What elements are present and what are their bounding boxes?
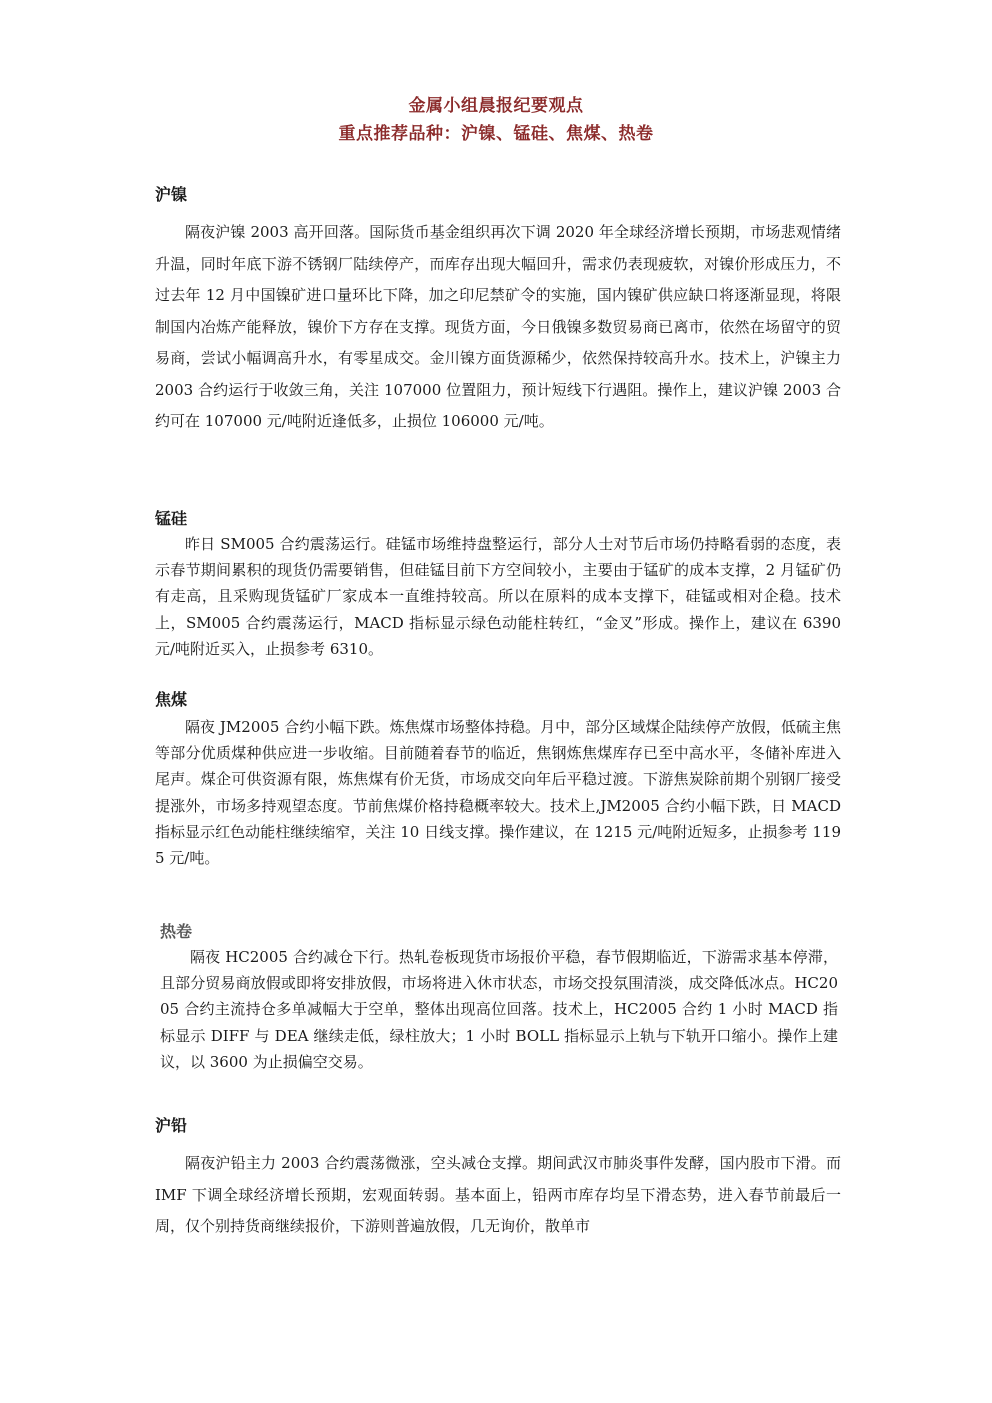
document-title: 金属小组晨报纪要观点: [408, 96, 584, 116]
document-subtitle: 重点推荐品种：沪镍、锰硅、焦煤、热卷: [338, 124, 654, 144]
section-heading: 焦煤: [155, 690, 188, 709]
section-silicomanganese: [155, 507, 841, 662]
section-body: 隔夜沪铅主力 2003 合约震荡微涨，空头减仓支撑。期间武汉市肺炎事件发酵，国内股市下滑。而 IMF 下调全球经济增长预期，宏观面转弱。基本面上，铅两市库存均呈下滑态势，进入春节前最后一周，仅个别持货商继续报价，下游则普遍放假，几无询价，散单市: [155, 1154, 841, 1235]
section-coking-coal: [155, 688, 841, 871]
section-body: 隔夜 HC2005 合约减仓下行。热轧卷板现货市场报价平稳，春节假期临近，下游需求基本停滞，且部分贸易商放假或即将安排放假，市场将进入休市状态，市场交投氛围清淡，成交降低冰点。HC2005 合约主流持仓多单减幅大于空单，整体出现高位回落。技术上，HC2005 合约 1 小时 MACD 指标显示 DIFF 与 DEA 继续走低，绿柱放大；1 小时 BOLL 指标显示上轨与下轨开口缩小。操作上建议，以 3600 为止损偏空交易。: [160, 948, 838, 1071]
title-block: [0, 92, 992, 148]
section-body: 昨日 SM005 合约震荡运行。硅锰市场维持盘整运行，部分人士对节后市场仍持略看弱的态度，表示春节期间累积的现货仍需要销售，但硅锰目前下方空间较小，主要由于锰矿的成本支撑，2 月锰矿仍有走高，且采购现货锰矿厂家成本一直维持较高。所以在原料的成本支撑下，硅锰或相对企稳。技术上，SM005 合约震荡运行，MACD 指标显示绿色动能柱转红，“金叉”形成。操作上，建议在 6390 元/吨附近买入，止损参考 6310。: [155, 535, 841, 658]
section-hot-rolled-coil: [160, 920, 838, 1075]
section-body: 隔夜沪镍 2003 高开回落。国际货币基金组织再次下调 2020 年全球经济增长预期，市场悲观情绪升温，同时年底下游不锈钢厂陆续停产，而库存出现大幅回升，需求仍表现疲软，对镍价形成压力，不过去年 12 月中国镍矿进口量环比下降，加之印尼禁矿令的实施，国内镍矿供应缺口将逐渐显现，将限制国内冶炼产能释放，镍价下方存在支撑。现货方面，今日俄镍多数贸易商已离市，依然在场留守的贸易商，尝试小幅调高升水，有零星成交。金川镍方面货源稀少，依然保持较高升水。技术上，沪镍主力 2003 合约运行于收敛三角，关注 107000 位置阻力，预计短线下行遇阻。操作上，建议沪镍 2003 合约可在 107000 元/吨附近逢低多，止损位 106000 元/吨。: [155, 223, 841, 430]
section-nickel: [155, 183, 841, 438]
section-lead: [155, 1114, 841, 1243]
section-heading: 锰硅: [155, 509, 188, 528]
section-heading: 沪镍: [155, 185, 188, 204]
section-heading: 沪铅: [155, 1116, 188, 1135]
section-body: 隔夜 JM2005 合约小幅下跌。炼焦煤市场整体持稳。月中，部分区域煤企陆续停产放假，低硫主焦等部分优质煤种供应进一步收缩。目前随着春节的临近，焦钢炼焦煤库存已至中高水平，冬储补库进入尾声。煤企可供资源有限，炼焦煤有价无货，市场成交向年后平稳过渡。下游焦炭除前期个别钢厂接受提涨外，市场多持观望态度。节前焦煤价格持稳概率较大。技术上,JM2005 合约小幅下跌，日 MACD 指标显示红色动能柱继续缩窄，关注 10 日线支撑。操作建议，在 1215 元/吨附近短多，止损参考 1195 元/吨。: [155, 718, 841, 868]
section-heading: 热卷: [160, 922, 193, 941]
